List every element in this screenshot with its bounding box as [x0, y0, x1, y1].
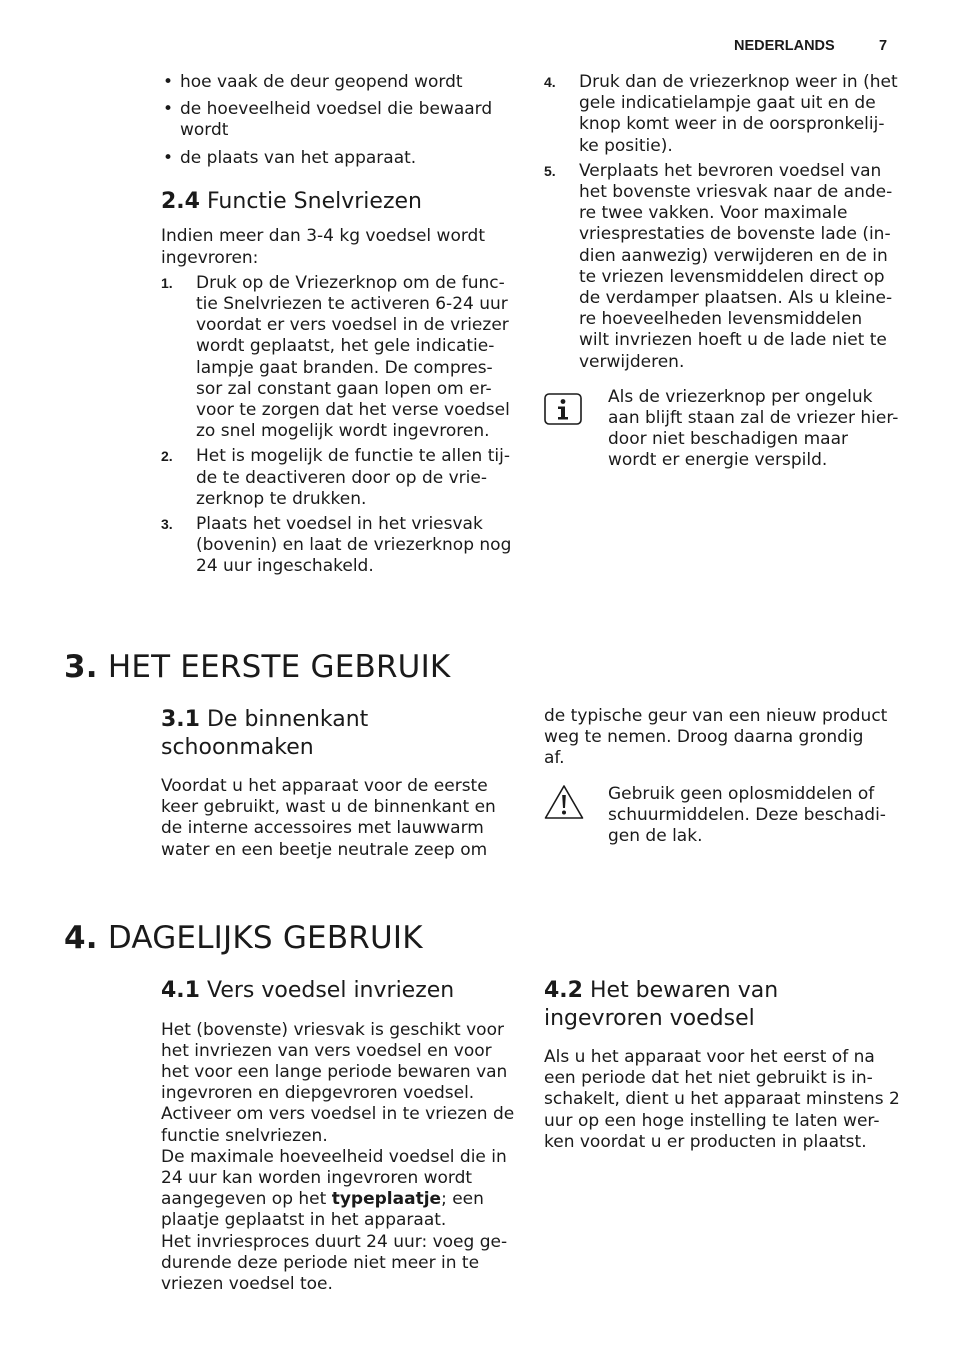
bullet-text: de hoeveelheid voedsel die bewaard: [180, 99, 493, 120]
step-line: wilt invriezen hoeft u de lade niet te: [579, 330, 887, 351]
body-line: Het invriesproces duurt 24 uur: voeg ge-: [161, 1231, 508, 1252]
bullet-list: [161, 72, 521, 169]
body-line: uur op een hoge instelling te laten wer-: [544, 1110, 880, 1131]
info-line: door niet beschadigen maar: [608, 429, 848, 450]
info-line: aan blijft staan zal de vriezer hier-: [608, 408, 899, 429]
body-line: het invriezen van vers voedsel en voor: [161, 1040, 492, 1061]
step-line: voordat er vers voedsel in de vriezer: [196, 315, 509, 336]
step-line: re hoeveelheden levensmiddelen: [579, 309, 863, 330]
chapter-4-heading: 4. DAGELIJKS GEBRUIK: [64, 920, 423, 956]
step-line: Druk op de Vriezerknop om de func-: [196, 272, 505, 293]
body-line: Het (bovenste) vriesvak is geschikt voor: [161, 1019, 504, 1040]
warning-line: Gebruik geen oplosmiddelen of: [608, 783, 875, 804]
body-line: De maximale hoeveelheid voedsel die in: [161, 1146, 507, 1167]
step-line: sor zal constant gaan lopen om er-: [196, 378, 492, 399]
body-line: Voordat u het apparaat voor de eerste: [161, 776, 488, 796]
section-3-1-right: [544, 706, 904, 847]
step-line: zo snel mogelijk wordt ingevroren.: [196, 421, 490, 442]
step-line: de te deactiveren door op de vrie-: [196, 467, 487, 488]
running-header-language: NEDERLANDS: [734, 38, 835, 54]
bullet-text: hoe vaak de deur geopend wordt: [180, 72, 463, 92]
section-2-4-heading: 2.4 Functie Snelvriezen: [161, 188, 422, 214]
step-line: Verplaats het bevroren voedsel van: [579, 160, 882, 181]
body-line: ken voordat u er producten in plaatst.: [544, 1131, 867, 1152]
bullet-item: [161, 72, 521, 93]
info-icon: [544, 393, 582, 425]
section-3-1-body-continued: [544, 706, 904, 770]
body-line: Als u het apparaat voor het eerst of na: [544, 1047, 875, 1067]
section-2-4-intro: [161, 226, 521, 268]
body-line: de interne accessoires met lauwwarm: [161, 818, 484, 839]
bullet-text: de plaats van het apparaat.: [180, 147, 417, 168]
section-2-4-steps: [161, 273, 521, 578]
step-number: 1.: [161, 274, 173, 291]
warning-note: [544, 784, 904, 848]
section-4-2: [544, 977, 904, 1153]
step-line: te vriezen levensmiddelen direct op: [579, 266, 885, 287]
step-line: wordt geplaatst, het gele indicatie-: [196, 336, 495, 357]
step-line: Het is mogelijk de functie te allen tij-: [196, 446, 510, 467]
left-column-top: [161, 72, 521, 578]
step-line: Plaats het voedsel in het vriesvak: [196, 513, 483, 534]
step-item: [544, 72, 904, 157]
body-line: vriezen voedsel toe.: [161, 1273, 333, 1294]
body-line: af.: [544, 748, 565, 769]
info-note: [544, 387, 904, 472]
body-line: schakelt, dient u het apparaat minstens 2: [544, 1089, 900, 1110]
step-line: de verdamper plaatsen. Als u kleine-: [579, 288, 893, 309]
step-line: verwijderen.: [579, 351, 685, 372]
right-column-top: [544, 72, 904, 472]
section-4-1-heading: 4.1 Vers voedsel invriezen: [161, 978, 455, 1003]
step-line: Druk dan de vriezerknop weer in (het: [579, 72, 898, 92]
warning-line: schuurmiddelen. Deze beschadi-: [608, 804, 886, 825]
bullet-item: [161, 148, 521, 169]
page-number: 7: [879, 38, 888, 54]
step-number: 2.: [161, 448, 173, 465]
step-item: [544, 161, 904, 373]
step-line: re twee vakken. Voor maximale: [579, 203, 848, 224]
info-line: wordt er energie verspild.: [608, 450, 828, 471]
step-line: vriesprestaties de bovenste lade (in-: [579, 224, 891, 245]
step-line: ke positie).: [579, 135, 673, 156]
bullet-dot: •: [163, 99, 174, 120]
step-item: [161, 273, 521, 443]
section-3-1-body: [161, 776, 521, 861]
step-line: 24 uur ingeschakeld.: [196, 556, 374, 577]
step-item: [161, 446, 521, 510]
section-3-1-heading: 3.1 De binnenkant schoonmaken: [161, 707, 369, 760]
intro-line: ingevroren:: [161, 247, 259, 268]
step-line: tie Snelvriezen te activeren 6-24 uur: [196, 293, 508, 314]
intro-line: Indien meer dan 3-4 kg voedsel wordt: [161, 226, 486, 247]
bullet-item: [161, 99, 521, 141]
step-number: 3.: [161, 515, 173, 532]
step-line: voor te zorgen dat het verse voedsel: [196, 399, 510, 420]
body-line: een periode dat het niet gebruikt is in-: [544, 1068, 873, 1089]
step-line: (bovenin) en laat de vriezerknop nog: [196, 535, 512, 556]
bullet-text: wordt: [180, 120, 229, 141]
step-line: lampje gaat branden. De compres-: [196, 357, 493, 378]
body-line: functie snelvriezen.: [161, 1125, 328, 1146]
bullet-dot: •: [163, 147, 174, 168]
body-line: het voor een lange periode bewaren van: [161, 1061, 508, 1082]
typeplaatje-term: typeplaatje: [331, 1189, 442, 1210]
section-3-1-left: [161, 706, 521, 861]
body-line: weg te nemen. Droog daarna grondig: [544, 727, 864, 748]
step-line: knop komt weer in de oorspronkelij-: [579, 114, 885, 135]
chapter-3-heading: 3. HET EERSTE GEBRUIK: [64, 649, 451, 685]
body-line: ingevroren en diepgevroren voedsel.: [161, 1083, 475, 1104]
step-number: 5.: [544, 162, 556, 179]
info-line: Als de vriezerknop per ongeluk: [608, 386, 873, 407]
step-line: dien aanwezig) verwijderen en de in: [579, 245, 888, 266]
section-4-2-heading: 4.2 Het bewaren van ingevroren voedsel: [544, 978, 779, 1031]
step-item: [161, 514, 521, 578]
section-4-2-body: [544, 1047, 904, 1153]
step-number: 4.: [544, 74, 556, 90]
step-line: het bovenste vriesvak naar de ande-: [579, 182, 893, 203]
body-line: Activeer om vers voedsel in te vriezen de: [161, 1104, 515, 1125]
body-line: 24 uur kan worden ingevroren wordt: [161, 1167, 473, 1188]
section-4-1-body: [161, 1020, 521, 1296]
steps-continued: [544, 72, 904, 373]
warning-line: gen de lak.: [608, 826, 703, 847]
body-line: durende deze periode niet meer in te: [161, 1252, 480, 1273]
body-line: water en een beetje neutrale zeep om: [161, 839, 488, 860]
section-4-1: [161, 977, 521, 1295]
body-line: keer gebruikt, wast u de binnenkant en: [161, 797, 496, 818]
typeplaatje-line: aangegeven op het typeplaatje; een: [161, 1189, 484, 1210]
warning-icon: [544, 784, 584, 820]
step-line: zerknop te drukken.: [196, 488, 367, 509]
body-line: de typische geur van een nieuw product: [544, 706, 888, 726]
bullet-dot: •: [163, 72, 174, 92]
body-line: plaatje geplaatst in het apparaat.: [161, 1210, 447, 1231]
step-line: gele indicatielampje gaat uit en de: [579, 93, 876, 114]
